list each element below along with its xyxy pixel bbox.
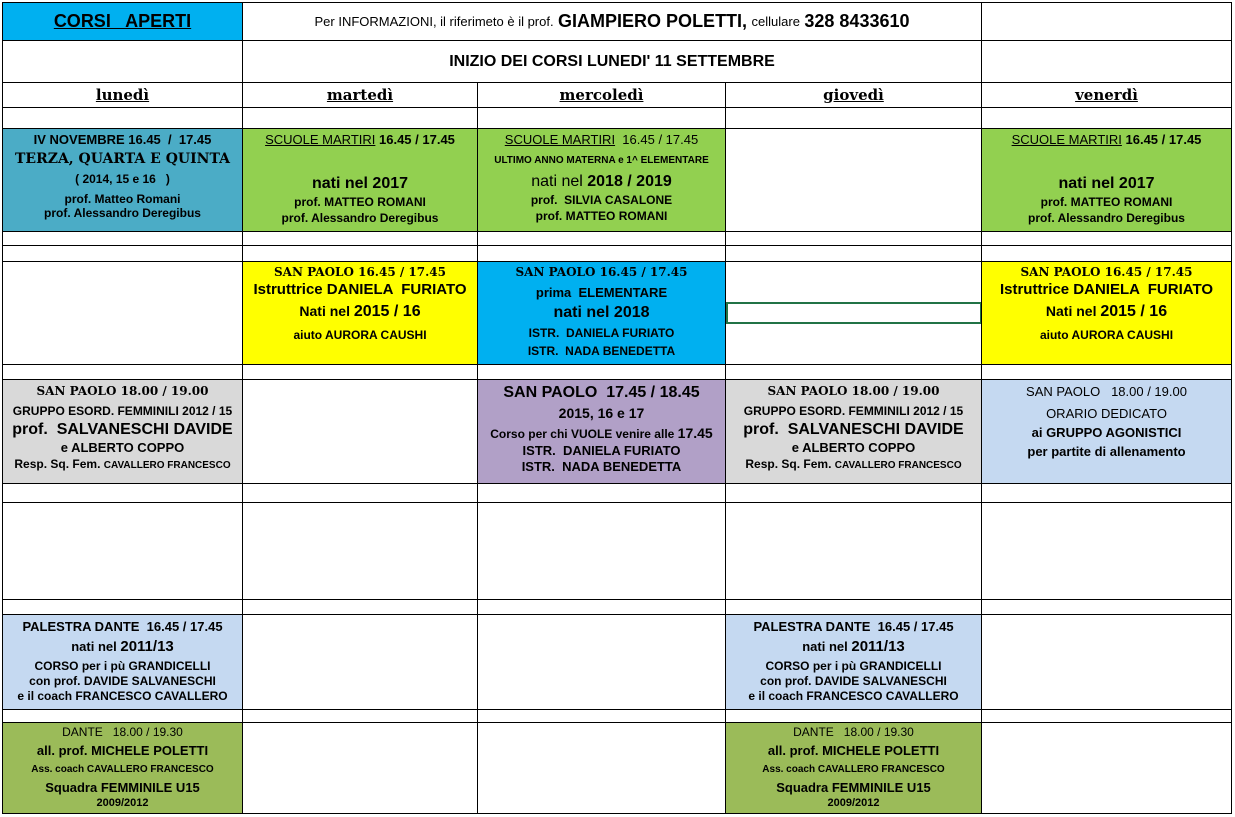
course-classes: prima ELEMENTARE — [535, 285, 668, 301]
start-notice-cell — [242, 40, 982, 83]
header-blank-right — [981, 2, 1232, 41]
info-name: GIAMPIERO POLETTI, — [558, 10, 748, 31]
day-header-thursday — [725, 82, 982, 108]
course-group: GRUPPO ESORD. FEMMINILI 2012 / 15 — [12, 404, 233, 419]
course-team: Squadra FEMMINILE U15 — [776, 779, 931, 795]
empty-slot — [242, 379, 478, 484]
page-title: CORSI APERTI — [53, 10, 192, 31]
spacer-row — [242, 709, 478, 723]
course-san-paolo-tuesday — [242, 261, 478, 365]
course-classes: ULTIMO ANNO MATERNA e 1^ ELEMENTARE — [494, 154, 709, 166]
empty-slot — [242, 722, 478, 814]
course-location-time: PALESTRA DANTE 16.45 / 17.45 — [753, 619, 954, 634]
course-birth-years: 2015, 16 e 17 — [558, 405, 645, 422]
course-location: SAN PAOLO — [1026, 384, 1101, 399]
course-teacher: prof. MATTEO ROMANI — [294, 194, 426, 209]
empty-slot — [477, 614, 726, 710]
course-birth-label: Nati nel — [1045, 303, 1097, 320]
course-assistant: Ass. coach CAVALLERO FRANCESCO — [762, 763, 945, 775]
blank-left-notice — [2, 40, 243, 83]
course-palestra-dante-thursday — [725, 614, 982, 710]
spacer-row — [2, 364, 243, 380]
spacer-row — [242, 599, 478, 615]
spacer-row — [242, 245, 478, 262]
spacer-row — [725, 231, 982, 246]
spacer-row — [981, 599, 1232, 615]
spacer-row — [477, 107, 726, 129]
info-phone-label: cellulare — [751, 13, 800, 29]
course-teacher: e ALBERTO COPPO — [60, 439, 185, 455]
course-teacher: prof. SALVANESCHI DAVIDE — [743, 420, 964, 438]
spacer-row — [981, 709, 1232, 723]
course-birth-label: nati nel — [71, 638, 117, 654]
spacer-row — [725, 483, 982, 503]
course-time: 16.45 / 17.45 — [1125, 132, 1202, 147]
course-scuole-martiri-wednesday — [477, 128, 726, 232]
course-birth-years: nati nel 2017 — [1058, 174, 1155, 192]
schedule-sheet — [2, 2, 1232, 814]
course-teacher: prof. MATTEO ROMANI — [535, 209, 668, 224]
course-responsible-label: Resp. Sq. Fem. — [745, 456, 832, 471]
course-years: ( 2014, 15 e 16 ) — [75, 172, 170, 187]
course-teacher: prof. MATTEO ROMANI — [1040, 194, 1173, 209]
day-header-monday — [2, 82, 243, 108]
course-birth-years: 2015 / 16 — [1100, 303, 1168, 321]
spacer-row — [2, 231, 243, 246]
course-dante-evening-thursday — [725, 722, 982, 814]
course-location-time: SAN PAOLO 17.45 / 18.45 — [503, 384, 700, 401]
empty-slot — [981, 502, 1232, 600]
course-responsible-label: Resp. Sq. Fem. — [14, 456, 101, 471]
course-birth-years: 2009/2012 — [96, 796, 149, 809]
course-team: Squadra FEMMINILE U15 — [45, 779, 200, 795]
spacer-row — [725, 107, 982, 129]
course-location-time: DANTE 18.00 / 19.30 — [62, 725, 183, 739]
day-label: giovedì — [823, 86, 884, 104]
day-label: martedì — [326, 86, 394, 104]
empty-slot — [2, 502, 243, 600]
course-san-paolo-evening-friday — [981, 379, 1232, 484]
spacer-row — [477, 483, 726, 503]
course-responsible: CAVALLERO FRANCESCO — [103, 459, 231, 471]
empty-slot — [477, 502, 726, 600]
course-san-paolo-evening-wednesday — [477, 379, 726, 484]
spacer-row — [725, 599, 982, 615]
course-location-time: DANTE 18.00 / 19.30 — [793, 725, 914, 739]
course-instructor: ISTR. DANIELA FURIATO — [528, 326, 675, 341]
spacer-row — [981, 364, 1232, 380]
course-birth-label: Nati nel — [299, 303, 350, 320]
course-instructor: Istruttrice DANIELA FURIATO — [253, 281, 467, 299]
spacer-row — [2, 245, 243, 262]
day-header-friday — [981, 82, 1232, 108]
course-san-paolo-wednesday — [477, 261, 726, 365]
spacer-row — [242, 107, 478, 129]
empty-slot — [242, 614, 478, 710]
spacer-row — [2, 599, 243, 615]
course-iv-novembre-monday — [2, 128, 243, 232]
course-palestra-dante-monday — [2, 614, 243, 710]
course-san-paolo-evening-thursday — [725, 379, 982, 484]
course-note-time: 17.45 — [677, 424, 713, 441]
course-location-time: SAN PAOLO 16.45 / 17.45 — [1020, 265, 1193, 279]
course-location-time: SAN PAOLO 18.00 / 19.00 — [767, 384, 940, 398]
spacer-row — [477, 364, 726, 380]
course-birth-years: 2011/13 — [120, 637, 174, 655]
spacer-row — [2, 483, 243, 503]
course-birth-years: 2011/13 — [851, 637, 905, 655]
course-note: ORARIO DEDICATO — [1046, 405, 1167, 421]
course-teacher: prof. SILVIA CASALONE — [530, 192, 673, 207]
course-note: per partite di allenamento — [1027, 443, 1186, 459]
spacer-row — [477, 599, 726, 615]
spacer-row — [981, 245, 1232, 262]
course-classes: TERZA, QUARTA E QUINTA — [15, 150, 230, 167]
course-location-time: PALESTRA DANTE 16.45 / 17.45 — [22, 619, 223, 634]
course-birth-years: 2009/2012 — [827, 796, 880, 809]
course-assistant: aiuto AURORA CAUSHI — [293, 327, 427, 342]
course-description: CORSO per i pù GRANDICELLI — [765, 658, 942, 673]
course-coach: all. prof. MICHELE POLETTI — [767, 743, 940, 759]
course-location-time: SAN PAOLO 18.00 / 19.00 — [36, 384, 209, 398]
empty-slot — [2, 261, 243, 365]
course-teacher: prof. Alessandro Deregibus — [1028, 211, 1185, 226]
day-label: mercoledì — [559, 86, 644, 104]
course-instructor: ISTR. NADA BENEDETTA — [527, 343, 676, 358]
spacer-row — [477, 709, 726, 723]
course-instructor: ISTR. DANIELA FURIATO — [522, 442, 681, 458]
day-label: venerdì — [1075, 86, 1138, 104]
spacer-row — [242, 483, 478, 503]
course-scuole-martiri-friday — [981, 128, 1232, 232]
empty-slot — [477, 722, 726, 814]
info-prefix: Per INFORMAZIONI, il riferimeto è il prof. — [314, 13, 554, 29]
spacer-row — [477, 245, 726, 262]
info-phone: 328 8433610 — [804, 10, 910, 31]
day-label: lunedì — [95, 86, 150, 104]
course-teacher: prof. Alessandro Deregibus — [44, 206, 201, 221]
start-notice: INIZIO DEI CORSI LUNEDI' 11 SETTEMBRE — [449, 52, 775, 70]
selected-cell-outline — [726, 302, 982, 324]
empty-slot — [725, 261, 982, 365]
course-coach: e il coach FRANCESCO CAVALLERO — [17, 689, 228, 704]
course-time: 18.00 / 19.00 — [1111, 384, 1187, 399]
spacer-row — [981, 107, 1232, 129]
course-san-paolo-evening-monday — [2, 379, 243, 484]
course-assistant: aiuto AURORA CAUSHI — [1039, 327, 1174, 342]
course-group: GRUPPO ESORD. FEMMINILI 2012 / 15 — [743, 404, 964, 419]
course-note: ai GRUPPO AGONISTICI — [1031, 425, 1182, 441]
course-description: CORSO per i pù GRANDICELLI — [34, 658, 211, 673]
spacer-row — [725, 364, 982, 380]
course-coach: e il coach FRANCESCO CAVALLERO — [748, 689, 959, 704]
course-instructor: Istruttrice DANIELA FURIATO — [999, 281, 1214, 299]
spacer-row — [477, 231, 726, 246]
course-assistant: Ass. coach CAVALLERO FRANCESCO — [31, 763, 214, 775]
course-teacher: prof. Matteo Romani — [64, 191, 181, 206]
blank-right-notice — [981, 40, 1232, 83]
course-note: Corso per chi VUOLE venire alle — [490, 426, 675, 441]
course-time: 16.45 / 17.45 — [379, 132, 455, 147]
course-instructor: ISTR. NADA BENEDETTA — [521, 459, 682, 475]
spacer-row — [2, 709, 243, 723]
empty-slot — [981, 722, 1232, 814]
course-location: SCUOLE MARTIRI — [1011, 132, 1122, 147]
day-header-tuesday — [242, 82, 478, 108]
spacer-row — [2, 107, 243, 129]
course-dante-evening-monday — [2, 722, 243, 814]
empty-slot — [725, 128, 982, 232]
course-coach: all. prof. MICHELE POLETTI — [36, 743, 209, 759]
course-teacher: con prof. DAVIDE SALVANESCHI — [760, 673, 947, 688]
course-birth-label: nati nel — [531, 172, 583, 190]
empty-slot — [725, 502, 982, 600]
spacer-row — [725, 245, 982, 262]
title-cell — [2, 2, 243, 41]
course-teacher: con prof. DAVIDE SALVANESCHI — [29, 673, 216, 688]
course-teacher: prof. Alessandro Deregibus — [281, 211, 439, 226]
course-location-time: SAN PAOLO 16.45 / 17.45 — [274, 265, 446, 279]
course-location: SCUOLE MARTIRI — [504, 132, 616, 147]
course-teacher: e ALBERTO COPPO — [791, 439, 916, 455]
course-location: SCUOLE MARTIRI — [265, 132, 376, 147]
course-birth-years: nati nel 2017 — [311, 174, 409, 192]
course-birth-years: 2018 / 2019 — [587, 172, 672, 190]
day-header-wednesday — [477, 82, 726, 108]
course-birth-years: 2015 / 16 — [353, 303, 421, 321]
course-teacher: prof. SALVANESCHI DAVIDE — [12, 420, 233, 438]
course-location-time: IV NOVEMBRE 16.45 / 17.45 — [33, 132, 212, 147]
course-scuole-martiri-tuesday — [242, 128, 478, 232]
spacer-row — [242, 231, 478, 246]
course-birth-label: nati nel — [802, 638, 848, 654]
course-location-time: SAN PAOLO 16.45 / 17.45 — [515, 265, 688, 279]
spacer-row — [981, 231, 1232, 246]
spacer-row — [981, 483, 1232, 503]
spacer-row — [242, 364, 478, 380]
course-birth-years: nati nel 2018 — [553, 303, 650, 321]
spacer-row — [725, 709, 982, 723]
info-cell — [242, 2, 982, 41]
course-san-paolo-friday — [981, 261, 1232, 365]
empty-slot — [242, 502, 478, 600]
empty-slot — [981, 614, 1232, 710]
course-responsible: CAVALLERO FRANCESCO — [834, 459, 962, 471]
course-time: 16.45 / 17.45 — [622, 132, 699, 147]
